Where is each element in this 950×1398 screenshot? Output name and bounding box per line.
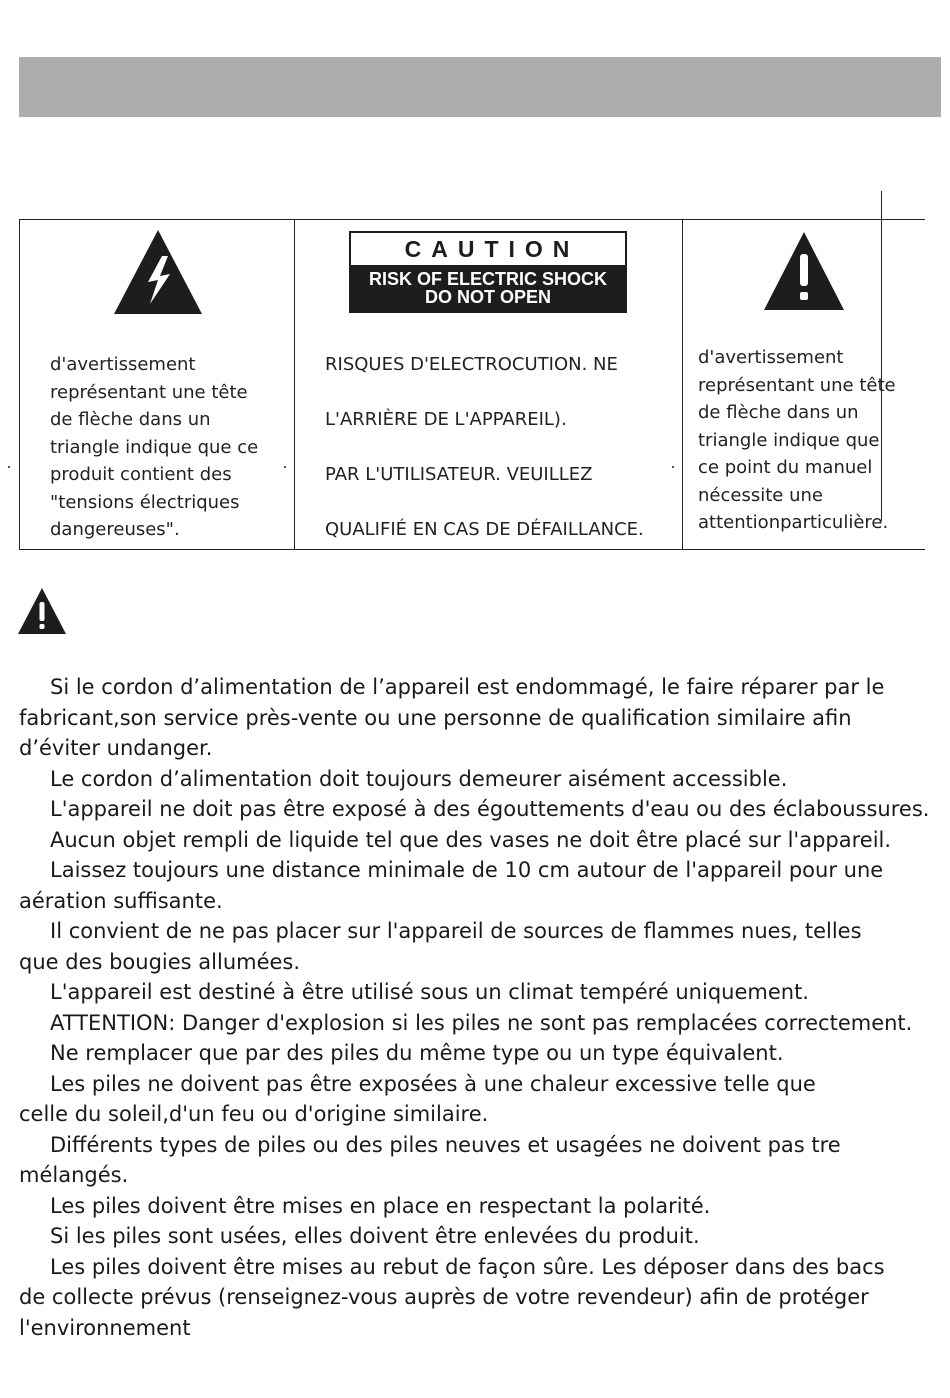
scan-dot xyxy=(672,466,674,468)
paragraph: Les piles doivent être mises au rebut de façon sûre. Les déposer dans des bacs de collecte prévus (renseignez-vous auprès de votre revendeur) afin de protéger l'environnement xyxy=(19,1254,885,1340)
paragraph: Laissez toujours une distance minimale de 10 cm autour de l'appareil pour une aération suffisante. xyxy=(19,858,884,913)
safety-instructions xyxy=(19,672,939,1343)
paragraph: Le cordon d’alimentation doit toujours demeurer aisément accessible. xyxy=(50,766,788,791)
text-line: QUALIFIÉ EN CAS DE DÉFAILLANCE. xyxy=(325,519,644,540)
paragraph: ATTENTION: Danger d'explosion si les piles ne sont pas remplacées correctement. xyxy=(50,1010,913,1035)
caution-text xyxy=(325,351,644,571)
text-line: triangle indique que ce xyxy=(50,436,259,458)
electric-warning-text xyxy=(50,351,258,544)
paragraph: Les piles doivent être mises en place en respectant la polarité. xyxy=(50,1193,711,1218)
paragraph: L'appareil est destiné à être utilisé sous un climat tempéré uniquement. xyxy=(50,980,809,1004)
text-line: "tensions électriques xyxy=(50,491,240,513)
text-line: d'avertissement xyxy=(698,347,844,368)
paragraph: Si le cordon d’alimentation de l’appareil est endommagé, le faire réparer par le fabricant,son service près-vente ou une personne de qualification similaire afin d’éviter undanger. xyxy=(19,675,885,760)
text-line: représentant une tête xyxy=(698,374,896,396)
scan-dot xyxy=(8,466,10,468)
text-line: RISQUES D'ELECTROCUTION. NE xyxy=(325,354,618,375)
text-line: nécessite une xyxy=(698,484,823,506)
paragraph: Aucun objet rempli de liquide tel que des vases ne doit être placé sur l'appareil. xyxy=(50,827,892,852)
text-line: triangle indique que xyxy=(698,429,880,451)
text-line: PAR L'UTILISATEUR. VEUILLEZ xyxy=(325,464,593,485)
paragraph: Si les piles sont usées, elles doivent être enlevées du produit. xyxy=(50,1224,700,1248)
warning-cell-caution xyxy=(294,219,684,550)
warning-cell-attention xyxy=(682,219,925,550)
text-line: d'avertissement xyxy=(50,354,196,375)
lightning-triangle-icon xyxy=(114,230,202,314)
text-line: attentionparticulière. xyxy=(698,512,889,533)
paragraph: Ne remplacer que par des piles du même type ou un type équivalent. xyxy=(50,1041,784,1065)
paragraph: Différents types de piles ou des piles neuves et usagées ne doivent pas tre mélangés. xyxy=(19,1132,841,1187)
scan-dot xyxy=(284,466,286,468)
caution-label xyxy=(349,231,627,313)
paragraph: Les piles ne doivent pas être exposées à une chaleur excessive telle que celle du soleil,d'un feu ou d'origine similaire. xyxy=(19,1071,816,1126)
paragraph: Il convient de ne pas placer sur l'appareil de sources de flammes nues, telles que des bougies allumées. xyxy=(19,919,862,974)
attention-warning-text xyxy=(698,344,896,537)
exclamation-triangle-icon xyxy=(764,232,844,310)
text-line: dangereuses". xyxy=(50,519,180,540)
text-line: représentant une tête xyxy=(50,381,248,403)
paragraph: L'appareil ne doit pas être exposé à des égouttements d'eau ou des éclaboussures. xyxy=(50,797,930,821)
warning-table xyxy=(19,219,925,552)
text-line: produit contient des xyxy=(50,464,232,485)
warning-cell-electric xyxy=(19,219,295,550)
text-line: L'ARRIÈRE DE L'APPAREIL). xyxy=(325,409,567,430)
caution-open-line: DO NOT OPEN xyxy=(424,287,551,307)
text-line: de flèche dans un xyxy=(50,409,211,430)
caution-subtitle xyxy=(351,265,625,306)
warning-triangle-icon xyxy=(18,588,66,634)
caution-risk-line: RISK OF ELECTRIC SHOCK xyxy=(368,269,607,289)
caution-title: CAUTION xyxy=(351,233,625,265)
text-line: de flèche dans un xyxy=(698,402,859,423)
text-line: ce point du manuel xyxy=(698,457,873,478)
header-bar xyxy=(19,57,941,117)
